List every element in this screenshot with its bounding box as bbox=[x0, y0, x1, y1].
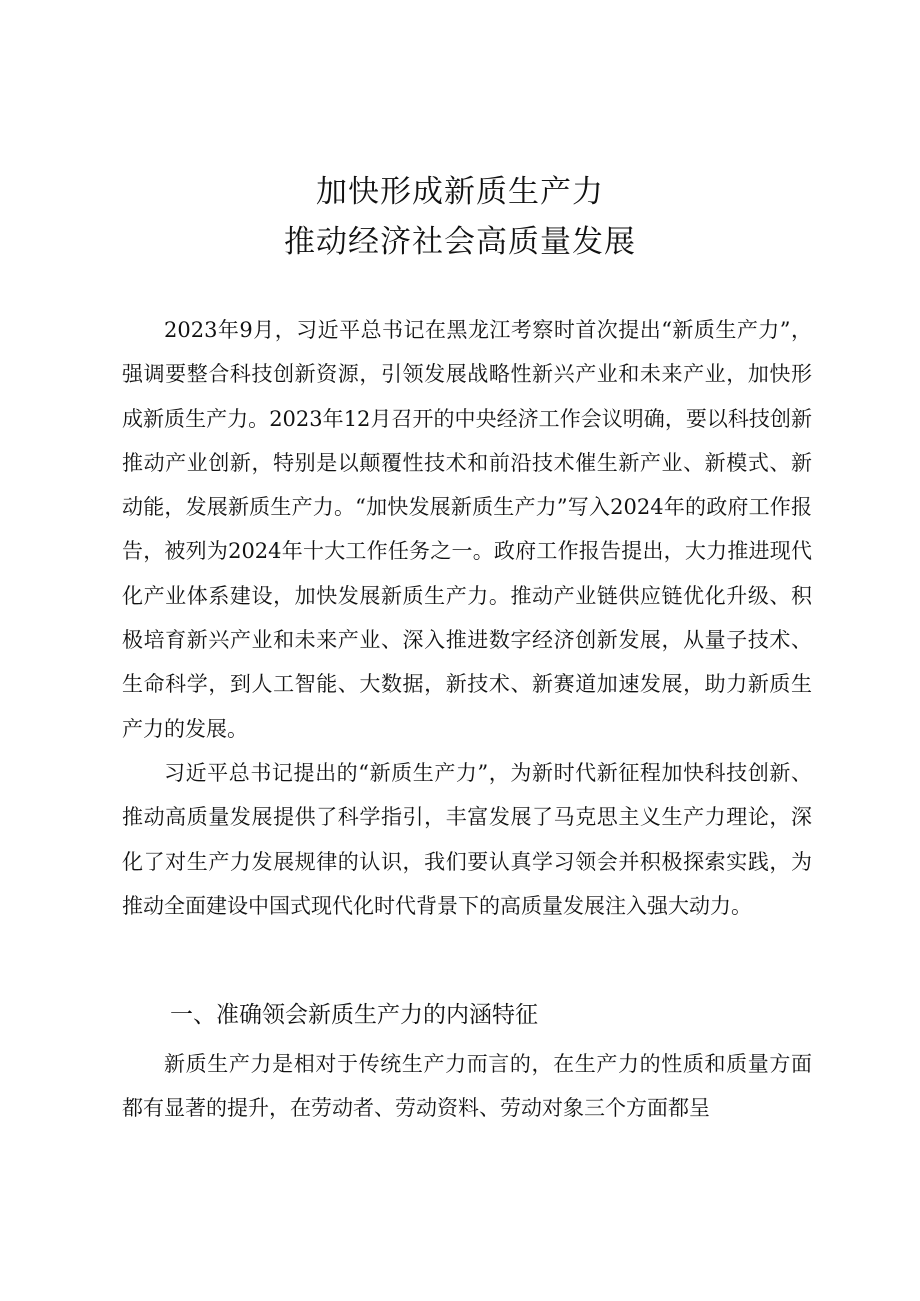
paragraph-2: 习近平总书记提出的“新质生产力”，为新时代新征程加快科技创新、推动高质量发展提供了科学指引，丰富发展了马克思主义生产力理论，深化了对生产力发展规律的认识，我们要认真学习领会并积极探索实践，为推动全面建设中国式现代化时代背景下的高质量发展注入强大动力。 bbox=[122, 760, 812, 918]
section-paragraph-1: 新质生产力是相对于传统生产力而言的，在生产力的性质和质量方面都有显著的提升，在劳动者、劳动资料、劳动对象三个方面都呈 bbox=[122, 1052, 812, 1121]
intro-text-block bbox=[122, 308, 812, 928]
section-heading-1: 一、准确领会新质生产力的内涵特征 bbox=[170, 1002, 538, 1028]
document-title-line-1: 加快形成新质生产力 bbox=[316, 174, 604, 210]
section-text-block bbox=[122, 1042, 812, 1131]
document-title-line-2: 推动经济社会高质量发展 bbox=[284, 224, 636, 260]
paragraph-1: 2023年9月，习近平总书记在黑龙江考察时首次提出“新质生产力”，强调要整合科技创新资源，引领发展战略性新兴产业和未来产业，加快形成新质生产力。2023年12月召开的中央经济工作会议明确，要以科技创新推动产业创新，特别是以颠覆性技术和前沿技术催生新产业、新模式、新动能，发展新质生产力。“加快发展新质生产力”写入2024年的政府工作报告，被列为2024年十大工作任务之一。政府工作报告提出，大力推进现代化产业体系建设，加快发展新质生产力。推动产业链供应链优化升级、积极培育新兴产业和未来产业、深入推进数字经济创新发展，从量子技术、生命科学，到人工智能、大数据，新技术、新赛道加速发展，助力新质生产力的发展。 bbox=[122, 318, 812, 741]
